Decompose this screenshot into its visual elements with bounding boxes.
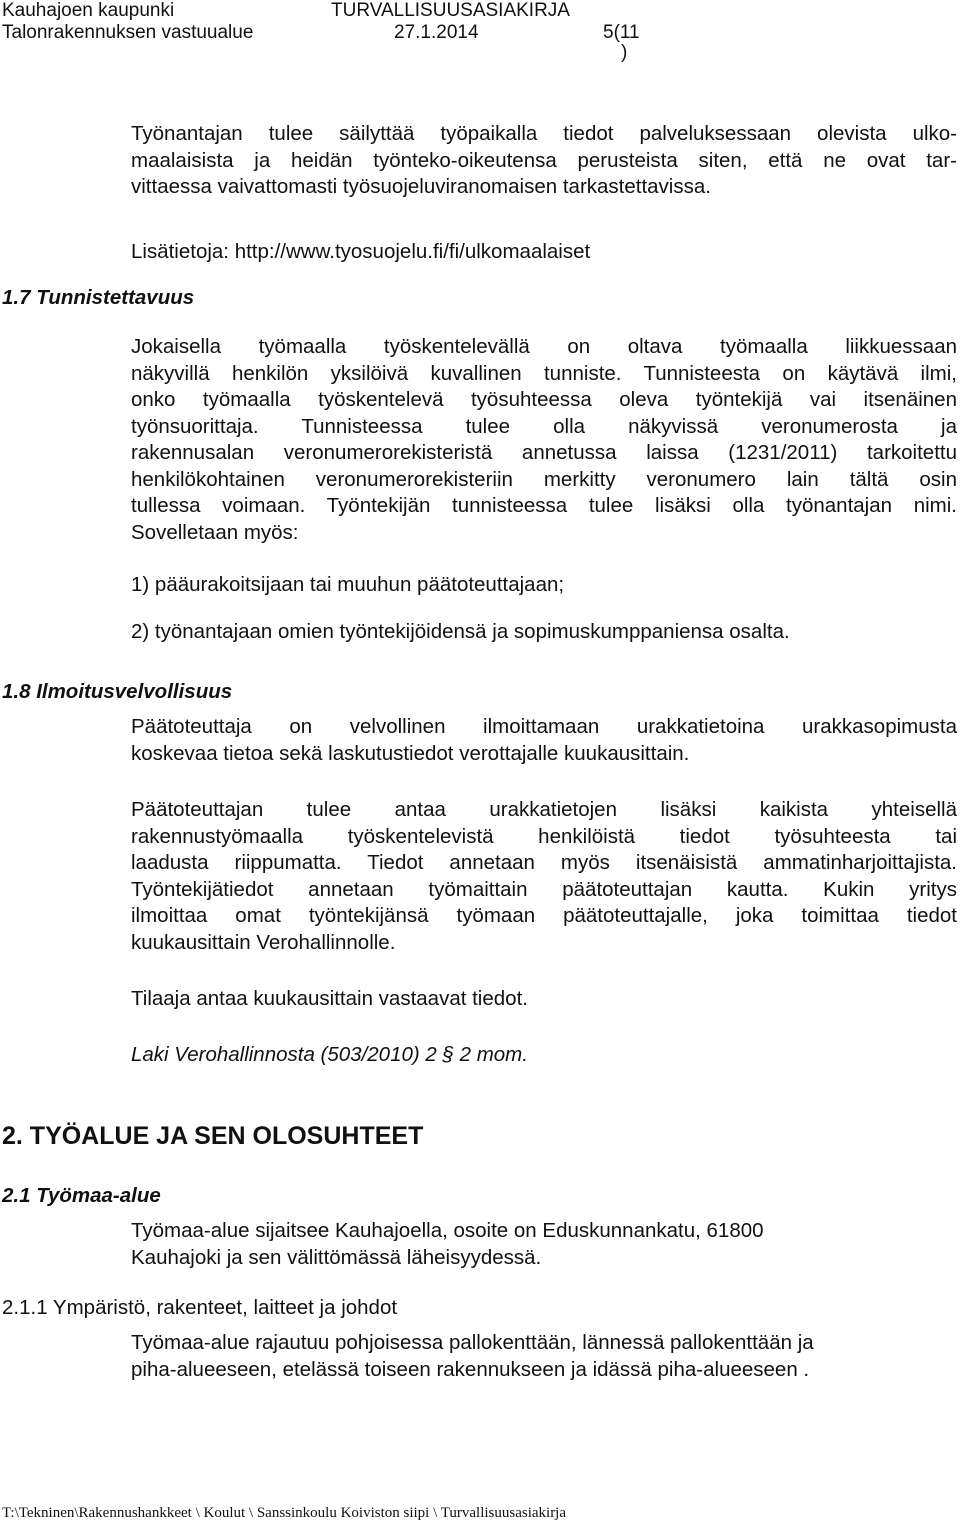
section-heading-1-8: 1.8 Ilmoitusvelvollisuus [2,680,233,703]
text-line: ilmoittaa omat työntekijänsä työmaan päätoteuttajalle, joka toimittaa tiedot [131,904,957,927]
text-line: henkilökohtainen veronumerorekisteriin merkitty veronumero lain tältä osin [131,467,957,491]
section-heading-1-7: 1.7 Tunnistettavuus [2,286,195,309]
text-line: koskevaa tietoa sekä laskutustiedot verottajalle kuukausittain. [131,741,690,765]
list-item-1 [131,572,957,599]
text-line: laadusta riippumatta. Tiedot annetaan myös itsenäisistä ammatinharjoittajista. [131,851,957,874]
law-reference-text: Laki Verohallinnosta (503/2010) 2 § 2 mom. [131,1043,528,1066]
section-heading-2-1: 2.1 Työmaa-alue [2,1184,161,1207]
header-page-number: 5(11 [603,22,640,43]
section-1-8-paragraph-1 [131,714,957,767]
footer-file-path: T:\Tekninen\Rakennushankkeet \ Koulut \ Sanssinkoulu Koiviston siipi \ Turvallisuusasiakirja [2,1505,567,1521]
text-line: piha-alueeseen, etelässä toiseen rakennukseen ja idässä piha-alueeseen . [131,1357,810,1381]
text-line: rakennustyömaalla työskentelevistä henkilöistä tiedot työsuhteesta tai [131,824,957,848]
more-info-text[interactable]: Lisätietoja: http://www.tyosuojelu.fi/fi/ulkomaalaiset [131,240,591,263]
text-line: Tilaaja antaa kuukausittain vastaavat tiedot. [131,987,528,1010]
header-doc-title: TURVALLISUUSASIAKIRJA [331,0,570,21]
header-page-close: ) [621,42,628,63]
list-item-text: 2) työnantajaan omien työntekijöidensä ja sopimuskumppaniensa osalta. [131,620,790,643]
section-2-1-paragraph [131,1218,957,1271]
header-org: Kauhajoen kaupunki [2,0,175,21]
header-unit: Talonrakennuksen vastuualue [2,22,254,43]
text-line: Työnantajan tulee säilyttää työpaikalla tiedot palveluksessaan olevista ulko- [131,122,957,145]
text-line: Jokaisella työmaalla työskentelevällä on oltava työmaalla liikkuessaan [131,335,957,358]
intro-paragraph [131,121,957,201]
section-heading-2-1-1: 2.1.1 Ympäristö, rakenteet, laitteet ja johdot [2,1296,398,1319]
text-line: Työmaa-alue sijaitsee Kauhajoella, osoite on Eduskunnankatu, 61800 [131,1219,764,1242]
more-info-link[interactable] [131,239,957,266]
text-line: Kauhajoki ja sen välittömässä läheisyydessä. [131,1245,542,1269]
text-line: tullessa voimaan. Työntekijän tunnisteessa tulee lisäksi olla työnantajan nimi. [131,494,957,517]
text-line: Työmaa-alue rajautuu pohjoisessa pallokenttään, lännessä pallokenttään ja [131,1331,814,1354]
law-reference [131,1042,957,1069]
chapter-heading-2: 2. TYÖALUE JA SEN OLOSUHTEET [2,1122,424,1150]
section-1-8-paragraph-3 [131,986,957,1013]
section-1-8-paragraph-2 [131,797,957,956]
section-1-7-paragraph [131,334,957,546]
text-line: työnsuorittaja. Tunnisteessa tulee olla näkyvissä veronumerosta ja [131,414,957,438]
list-item-2 [131,619,957,646]
text-line: onko työmaalla työskentelevä työsuhteessa oleva työntekijä vai itsenäinen [131,388,957,411]
text-line: Sovelletaan myös: [131,520,299,544]
section-2-1-1-paragraph [131,1330,957,1383]
text-line: vittaessa vaivattomasti työsuojeluviranomaisen tarkastettavissa. [131,175,711,198]
text-line: Päätoteuttaja on velvollinen ilmoittamaan urakkatietoina urakkasopimusta [131,715,957,738]
text-line: Päätoteuttajan tulee antaa urakkatietojen lisäksi kaikista yhteisellä [131,798,957,821]
text-line: maalaisista ja heidän työnteko-oikeutensa perusteista siten, että ne ovat tar- [131,148,957,172]
header-date: 27.1.2014 [394,22,479,43]
list-item-text: 1) pääurakoitsijaan tai muuhun päätoteuttajaan; [131,573,565,596]
text-line: rakennusalan veronumerorekisteristä annetussa laissa (1231/2011) tarkoitettu [131,441,957,464]
text-line: Työntekijätiedot annetaan työmaittain päätoteuttajan kautta. Kukin yritys [131,877,957,901]
text-line: näkyvillä henkilön yksilöivä kuvallinen tunniste. Tunnisteesta on käytävä ilmi, [131,361,957,385]
text-line: kuukausittain Verohallinnolle. [131,930,396,954]
